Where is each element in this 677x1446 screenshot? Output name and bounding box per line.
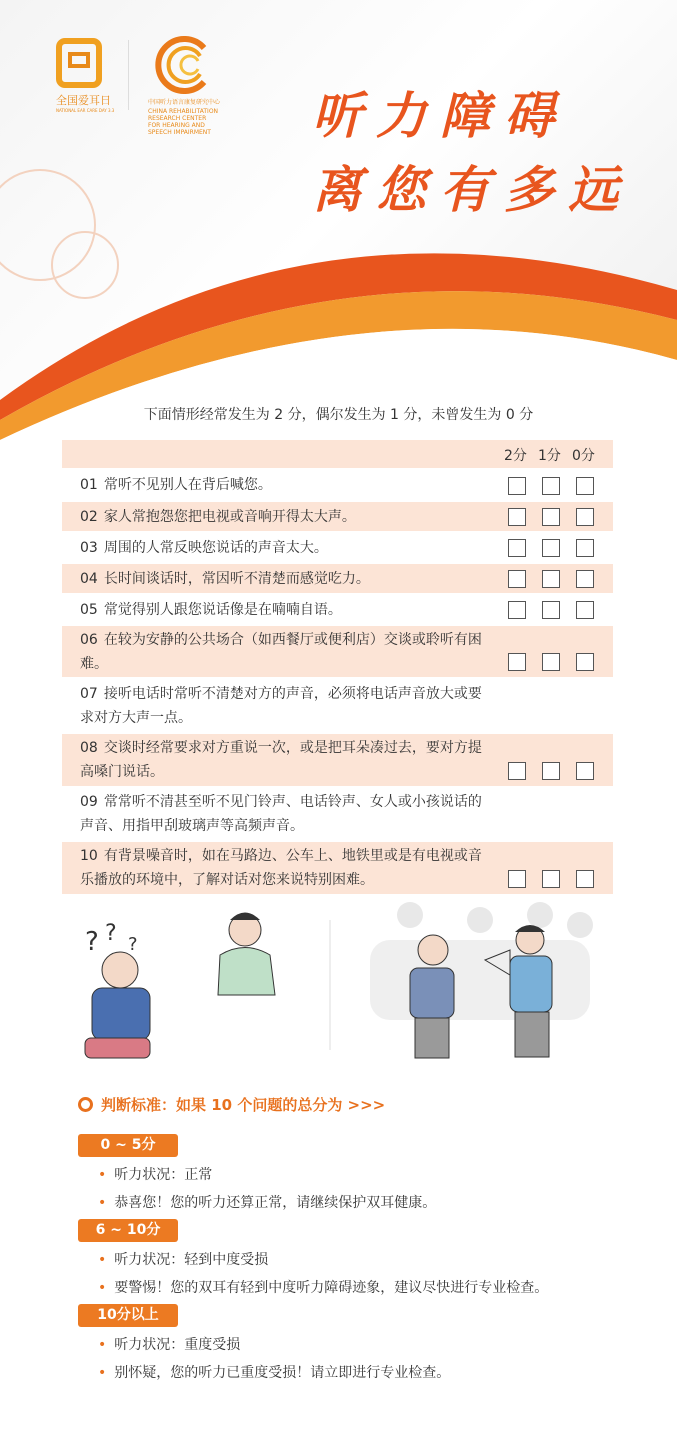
question-row-03 bbox=[62, 533, 613, 562]
question-label: 有背景噪音时，如在马路边、公车上、地铁里或是有电视或音乐播放的环境中，了解对话对您来说特别困难。 bbox=[80, 848, 482, 888]
score-checkbox-0[interactable] bbox=[576, 508, 594, 526]
score-header-0: 0分 bbox=[572, 448, 595, 464]
criteria-title-text: 判断标准：如果 10 个问题的总分为 >>> bbox=[101, 1096, 386, 1114]
question-number: 05 bbox=[80, 601, 98, 618]
question-label: 家人常抱怨您把电视或音响开得太大声。 bbox=[103, 508, 356, 525]
rehab-center-logo: 中国听力语言康复研究中心 CHINA REHABILITATION RESEARCH CENTER FOR HEARING AND SPEECH IMPAIRMENT bbox=[148, 36, 220, 136]
question-text bbox=[62, 628, 492, 676]
score-checkbox-2[interactable] bbox=[508, 762, 526, 780]
score-checkbox-1[interactable] bbox=[542, 762, 560, 780]
question-label: 常觉得别人跟您说话像是在喃喃自语。 bbox=[103, 601, 342, 618]
man-on-phone-illustration bbox=[218, 913, 275, 996]
question-number: 09 bbox=[80, 794, 98, 810]
question-row-06 bbox=[62, 626, 613, 677]
score-header-1: 1分 bbox=[538, 448, 561, 464]
illustration-hearing-difficulty bbox=[70, 900, 610, 1070]
score-checkbox-0[interactable] bbox=[576, 870, 594, 888]
score-checkbox-0[interactable] bbox=[576, 539, 594, 557]
question-row-08 bbox=[62, 734, 613, 786]
question-text bbox=[62, 567, 492, 591]
svg-text:?: ? bbox=[85, 927, 99, 957]
scoring-instruction: 下面情形经常发生为 2 分，偶尔发生为 1 分，未曾发生为 0 分 bbox=[143, 407, 534, 423]
logo-divider bbox=[128, 40, 129, 110]
question-row-09 bbox=[62, 788, 613, 840]
questionnaire-table bbox=[62, 440, 613, 894]
title-line-1: 听力障碍 bbox=[312, 86, 568, 145]
hearing-status: • 听力状况：正常 bbox=[98, 1164, 212, 1184]
question-row-01 bbox=[62, 470, 613, 500]
question-label: 长时间谈话时，常因听不清楚而感觉吃力。 bbox=[103, 570, 370, 587]
question-number: 04 bbox=[80, 570, 98, 587]
question-row-02 bbox=[62, 502, 613, 531]
score-checkbox-1[interactable] bbox=[542, 870, 560, 888]
question-text bbox=[62, 505, 492, 529]
score-range-tag: 6 ~ 10分 bbox=[78, 1219, 178, 1242]
score-range-tag: 10分以上 bbox=[78, 1304, 178, 1327]
score-range-tag: 0 ~ 5分 bbox=[78, 1134, 178, 1157]
score-checkbox-1[interactable] bbox=[542, 601, 560, 619]
question-text bbox=[62, 598, 492, 622]
question-text bbox=[62, 473, 492, 497]
question-label: 常听不见别人在背后喊您。 bbox=[103, 477, 272, 493]
question-row-10 bbox=[62, 842, 613, 894]
question-number: 06 bbox=[80, 631, 98, 648]
ear-day-logo: 全国爱耳日 NATIONAL EAR CARE DAY 3.3 bbox=[56, 38, 114, 116]
score-checkbox-2[interactable] bbox=[508, 508, 526, 526]
question-row-07 bbox=[62, 679, 613, 732]
score-checkbox-0[interactable] bbox=[576, 762, 594, 780]
question-number: 02 bbox=[80, 508, 98, 525]
rehab-center-logo-icon bbox=[148, 36, 210, 94]
question-text bbox=[62, 536, 492, 560]
score-checkbox-1[interactable] bbox=[542, 508, 560, 526]
elderly-man-phone-illustration bbox=[85, 921, 150, 1058]
question-number: 01 bbox=[80, 477, 98, 493]
score-checkbox-2[interactable] bbox=[508, 570, 526, 588]
score-header-row bbox=[62, 440, 613, 468]
question-number: 10 bbox=[80, 848, 98, 864]
crowd-noise-illustration bbox=[370, 902, 593, 1058]
score-checkbox-1[interactable] bbox=[542, 477, 560, 495]
score-checkbox-2[interactable] bbox=[508, 477, 526, 495]
score-checkbox-1[interactable] bbox=[542, 570, 560, 588]
score-checkbox-2[interactable] bbox=[508, 653, 526, 671]
question-number: 08 bbox=[80, 740, 98, 756]
hearing-advice: • 要警惕！您的双耳有轻到中度听力障碍迹象，建议尽快进行专业检查。 bbox=[98, 1277, 548, 1297]
question-text bbox=[62, 682, 492, 730]
question-row-05 bbox=[62, 595, 613, 624]
hearing-status: • 听力状况：轻到中度受损 bbox=[98, 1249, 268, 1269]
score-checkbox-2[interactable] bbox=[508, 601, 526, 619]
score-header-2: 2分 bbox=[504, 448, 527, 464]
score-checkbox-1[interactable] bbox=[542, 539, 560, 557]
hearing-advice: • 恭喜您！您的听力还算正常，请继续保护双耳健康。 bbox=[98, 1192, 436, 1212]
criteria-title bbox=[78, 1094, 385, 1115]
circle-icon bbox=[78, 1097, 93, 1112]
svg-text:?: ? bbox=[105, 921, 117, 946]
score-checkbox-0[interactable] bbox=[576, 570, 594, 588]
ear-day-logo-icon bbox=[56, 38, 102, 88]
hearing-status: • 听力状况：重度受损 bbox=[98, 1334, 240, 1354]
title-line-2: 离您有多远 bbox=[312, 160, 632, 219]
hearing-advice: • 别怀疑，您的听力已重度受损！请立即进行专业检查。 bbox=[98, 1362, 450, 1382]
question-label: 交谈时经常要求对方重说一次，或是把耳朵凑过去，要对方提高嗓门说话。 bbox=[80, 740, 482, 780]
score-checkbox-2[interactable] bbox=[508, 539, 526, 557]
question-text bbox=[62, 844, 492, 892]
question-text bbox=[62, 790, 492, 838]
score-checkbox-1[interactable] bbox=[542, 653, 560, 671]
score-checkbox-0[interactable] bbox=[576, 477, 594, 495]
score-checkbox-0[interactable] bbox=[576, 653, 594, 671]
question-text bbox=[62, 736, 492, 784]
question-number: 03 bbox=[80, 539, 98, 556]
score-checkbox-2[interactable] bbox=[508, 870, 526, 888]
svg-text:?: ? bbox=[128, 934, 138, 955]
question-row-04 bbox=[62, 564, 613, 593]
question-number: 07 bbox=[80, 685, 98, 702]
question-label: 常常听不清甚至听不见门铃声、电话铃声、女人或小孩说话的声音、用指甲刮玻璃声等高频声音。 bbox=[80, 794, 482, 834]
question-label: 周围的人常反映您说话的声音太大。 bbox=[103, 539, 328, 556]
score-checkbox-0[interactable] bbox=[576, 601, 594, 619]
question-label: 在较为安静的公共场合（如西餐厅或便利店）交谈或聆听有困难。 bbox=[80, 631, 482, 672]
question-label: 接听电话时常听不清楚对方的声音，必须将电话声音放大或要求对方大声一点。 bbox=[80, 685, 482, 726]
